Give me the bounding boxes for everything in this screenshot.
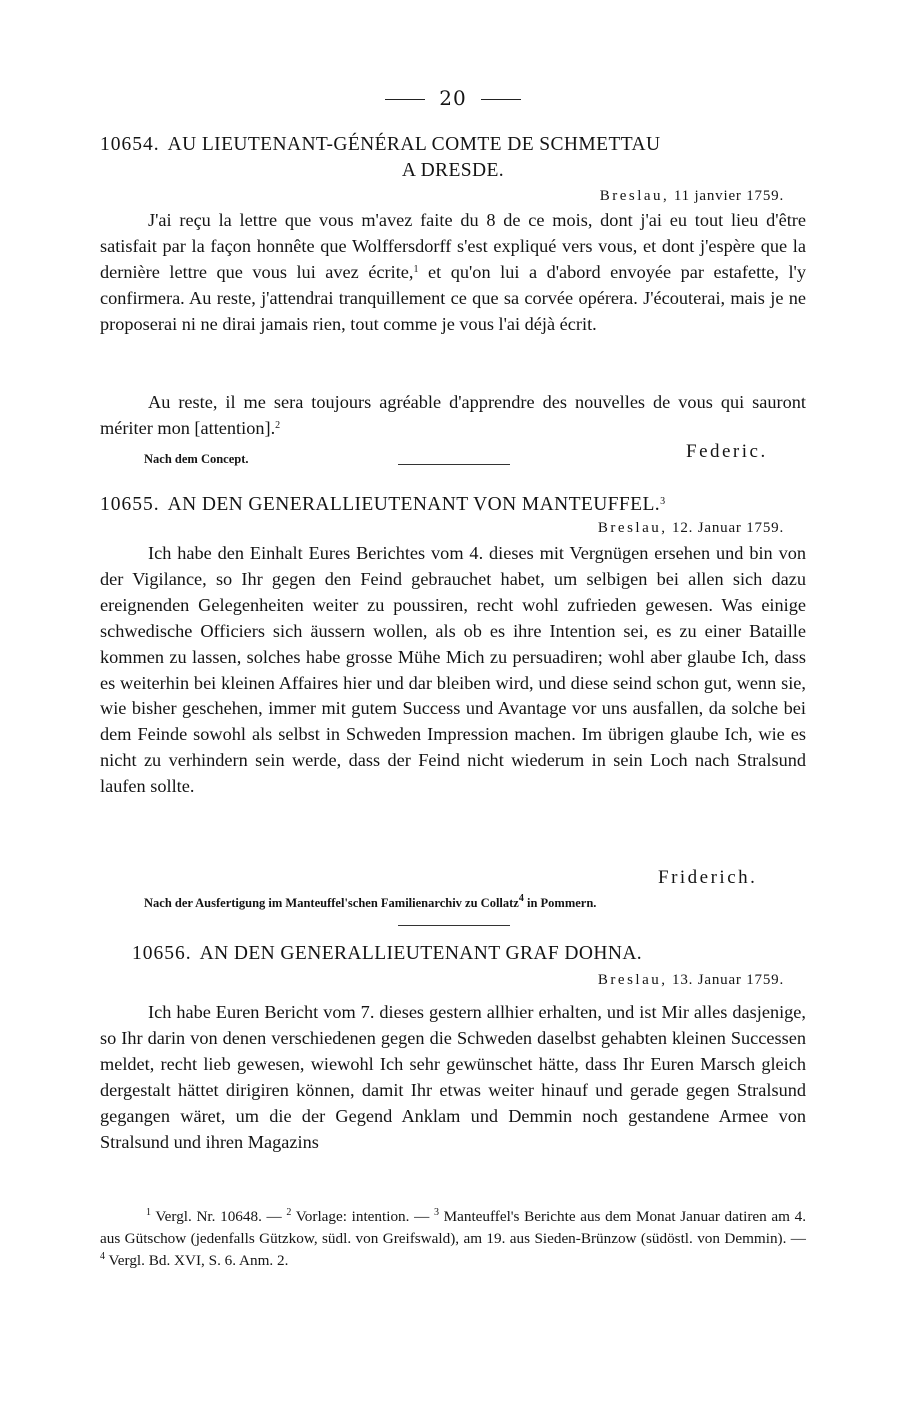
letter-10654-heading — [100, 132, 806, 158]
page-number-dash-left — [385, 99, 425, 100]
letter-number: 10655. — [100, 494, 160, 515]
letter-10655-source: Nach der Ausfertigung im Manteuffel'schen Familienarchiv zu Collatz$^4$ in Pommern. — [144, 893, 597, 910]
page-number-dash-right — [481, 99, 521, 100]
letter-10655-dateline — [598, 520, 784, 537]
letter-10656-heading — [132, 941, 838, 967]
letter-10656-paragraph-1: Ich habe Euren Bericht vom 7. dieses gestern allhier erhalten, und ist Mir alles dasjenige, so Ihr darin von denen verschiedenen gegen die Schweden daselbst gehabten kleinen Successen meldet, recht lieb gewesen, wiewohl Ich sehr gewünschet hätte, dass Ihr Euren Marsch gleich dergestalt hättet dirigiren können, damit Ihr etwas weiter hinauf und gerade gegen Stralsund gegangen wäret, um die der Gegend Anklam und Demmin noch gestandene Armee von Stralsund und ihren Magazins — [100, 1002, 806, 1152]
letter-10655-paragraph-1: Ich habe den Einhalt Eures Berichtes vom 4. dieses mit Vergnügen ersehen und bin von der Vigilance, so Ihr gegen den Feind gebrauchet habet, um selbigen bei allen sich dazu ereignenden Gelegenheiten weiter zu poussiren, recht wohl zufrieden gewesen. Was einige schwedische Officiers sich äussern wollen, als ob es ihre Intention sei, es zu einer Bataille kommen zu lassen, solches habe grosse Mühe Mich zu persuadiren; wohl aber glaube Ich, dass es weiterhin bei kleinen Affaires hier und dar bleiben wird, und diese seind schon gut, wenn sie, wie bisher geschehen, immer mit gutem Success und Avantage vor uns ausfallen, da solche bei dem Feinde sowohl als selbst in Schweden Impression machen. Im übrigen glaube Ich, wie es nicht zu verhindern sein werde, dass der Feind nicht wiederum in sein Loch nach Stralsund laufen sollte. — [100, 543, 806, 797]
footnote-ref: 4 — [518, 893, 524, 904]
letter-10654-source: Nach dem Concept. — [144, 452, 249, 466]
letter-10655-heading — [100, 492, 806, 518]
section-rule — [398, 464, 510, 465]
letter-number: 10654. — [100, 134, 160, 155]
page-number: 20 — [100, 86, 806, 110]
letter-title: AN DEN GENERALLIEUTENANT VON MANTEUFFEL. — [167, 494, 661, 515]
letter-10654-signature: Federic. — [686, 441, 768, 462]
letter-title: AN DEN GENERALLIEUTENANT GRAF DOHNA. — [199, 943, 643, 964]
dateline-place: Breslau, — [597, 972, 668, 988]
letter-number: 10656. — [132, 943, 192, 964]
footnote-ref: 3 — [660, 496, 666, 507]
letter-title-line2: A DRESDE. — [401, 160, 505, 181]
letter-10656-dateline — [598, 972, 784, 989]
letter-10654-dateline — [600, 188, 784, 205]
dateline-place: Breslau, — [597, 520, 668, 536]
dateline-place: Breslau, — [599, 188, 670, 204]
dateline-date: 12. Januar 1759. — [672, 520, 784, 536]
letter-title: AU LIEUTENANT-GÉNÉRAL COMTE DE SCHMETTAU — [167, 134, 661, 155]
letter-10654-paragraph-2: Au reste, il me sera toujours agréable d'apprendre des nouvelles de vous qui sauront mériter mon [attention].$^2$ — [100, 392, 806, 438]
footnote-ref: 1 — [413, 263, 419, 275]
footnotes: $^1$ Vergl. Nr. 10648. — $^2$ Vorlage: intention. — $^3$ Manteuffel's Berichte aus dem Monat Januar datiren am 4. aus Gütschow (jedenfalls Gützkow, südl. von Greifswald), am 19. aus Sieden-Brünzow (südöstl. von Demmin). — $^4$ Vergl. Bd. XVI, S. 6. Anm. 2. — [100, 1207, 806, 1269]
footnote-ref: 2 — [275, 419, 281, 431]
letter-10654-heading-line2 — [100, 158, 806, 184]
dateline-date: 11 janvier 1759. — [673, 188, 784, 204]
letter-10654-paragraph-1: J'ai reçu la lettre que vous m'avez faite du 8 de ce mois, dont j'ai eu tout lieu d'être satisfait par la façon honnête que Wolffersdorff s'est expliqué vers vous, et dont j'espère que la dernière lettre que vous lui avez écrite,$^1$ et qu'on lui a d'abord envoyée par estafette, l'y confirmera. Au reste, j'attendrai tranquillement ce que sa corvée opérera. J'écouterai, mais je ne proposerai ni ne dirai jamais rien, tout comme je vous l'ai déjà écrit. — [100, 210, 806, 334]
letter-10655-signature: Friderich. — [658, 867, 758, 888]
section-rule — [398, 925, 510, 926]
dateline-date: 13. Januar 1759. — [672, 972, 784, 988]
